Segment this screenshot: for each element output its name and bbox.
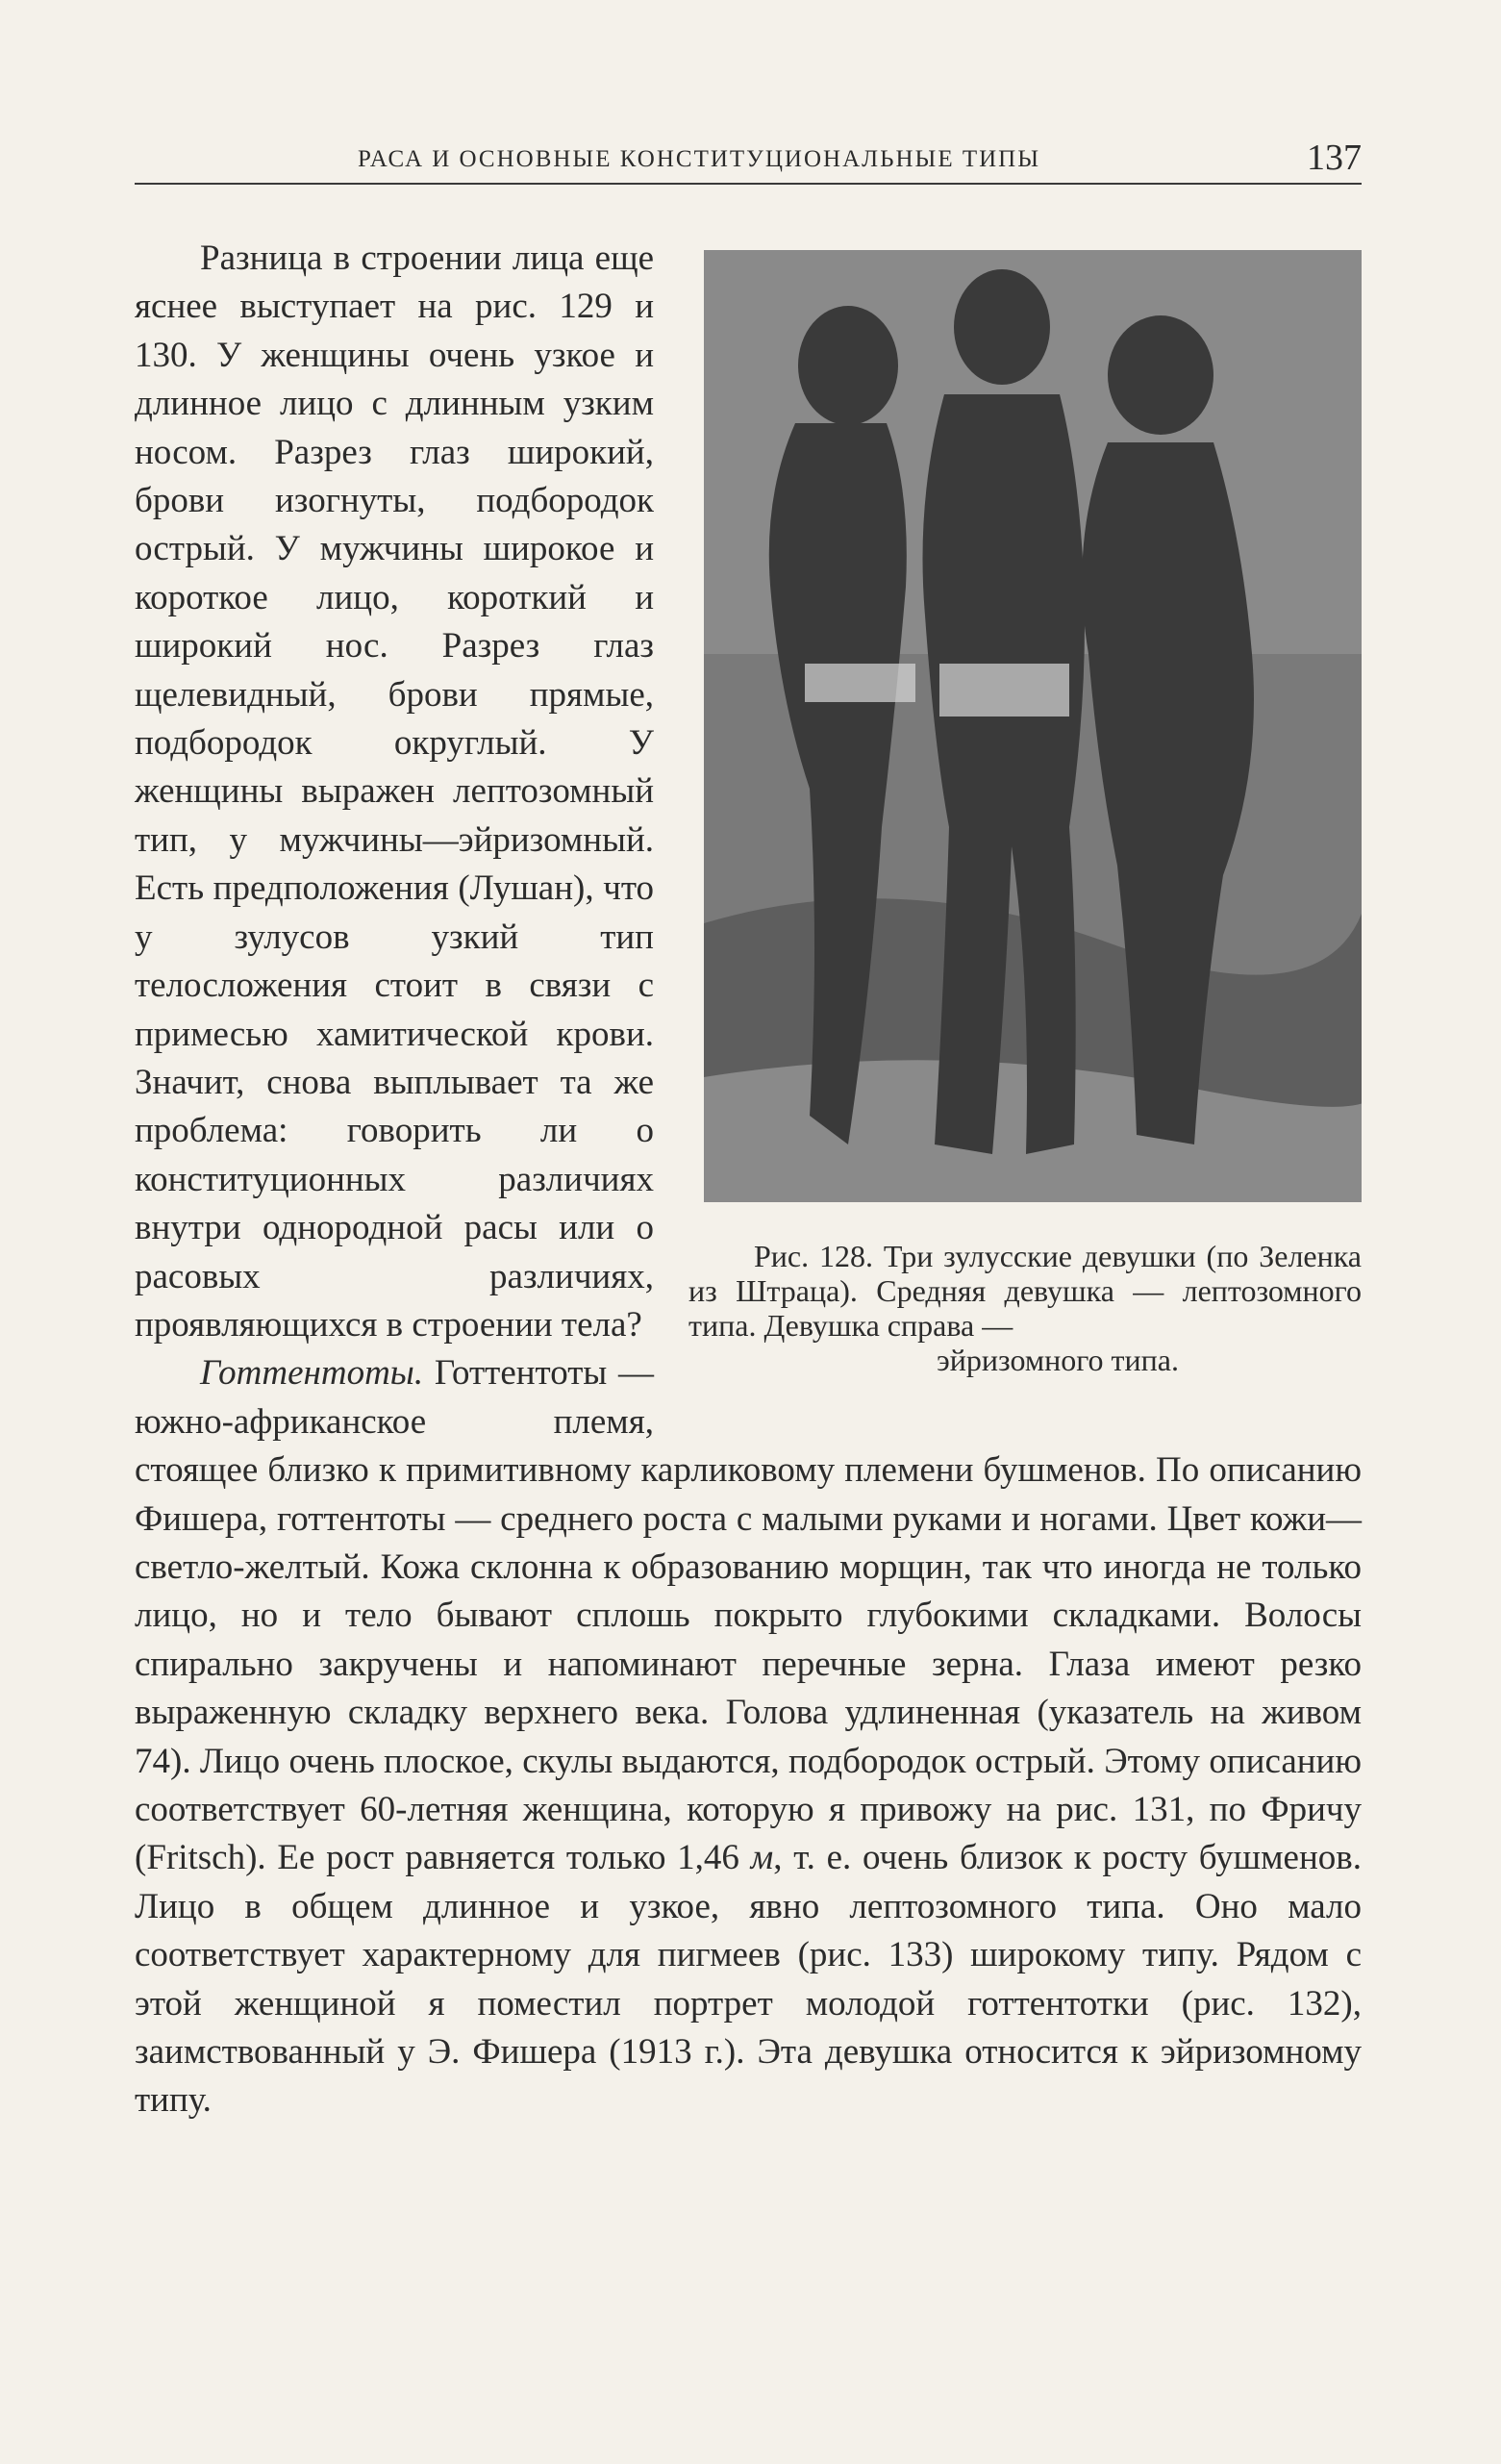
caption-last-line: эйризомного типа. — [937, 1343, 1179, 1377]
paragraph-1-text: Разница в строении лица еще яснее выступает на рис. 129 и 130. У женщины очень узкое и длинное лицо с длинным узким носом. Разрез глаз широкий, брови изогнуты, подбородок острый. У мужчины широкое и короткое лицо, короткий и широкий нос. Разрез глаз щелевидный, брови прямые, подбородок округлый. У женщины выражен лептозомный тип, у мужчины—эйризомный. Есть предположения (Лушан), что у зулусов узкий тип телосложения стоит в связи с примесью хамитической крови. Значит, снова выплывает та же проблема: говорить ли о конституционных различиях внутри однородной расы или о расовых различиях, проявляющихся в строении тела? — [135, 239, 654, 1345]
caption-main: Рис. 128. Три зулусские девушки (по Зеленка из Штраца). Средняя девушка — лептозомного типа. Девушка справа — — [688, 1239, 1362, 1343]
unit-meter: м — [750, 1838, 774, 1878]
running-title: РАСА И ОСНОВНЫЕ КОНСТИТУЦИОНАЛЬНЫЕ ТИПЫ — [358, 146, 1041, 172]
figure-128 — [688, 250, 1362, 1424]
figure-photo — [704, 250, 1362, 1202]
hottentots-heading: Готтентоты. — [200, 1353, 424, 1394]
figure-caption — [688, 1239, 1362, 1377]
page-number: 137 — [1307, 138, 1362, 178]
paragraph-2-body: Готтентоты — южно-африканское племя, стоящее близко к примитивному карликовому племени бушменов. По описанию Фишера, готтентоты — среднего роста с малыми руками и ногами. Цвет кожи—светло-желтый. Кожа склонна к образованию морщин, так что иногда не только лицо, но и тело бывают сплошь покрыто глубокими складками. Волосы спирально закручены и напоминают перечные зерна. Глаза имеют резко выраженную складку верхнего века. Голова удлиненная (указатель на живом 74). Лицо очень плоское, скулы выдаются, подбородок острый. Этому описанию соответствует 60-летняя женщина, которую я привожу на рис. 131, по Фричу (Fritsch). Ее рост равняется только 1,46 — [135, 1353, 1362, 1878]
paragraph-2 — [135, 1349, 1362, 2125]
paragraph-2-tail: , т. е. очень близок к росту бушменов. Лицо в общем длинное и узкое, явно лептозомного типа. Оно мало соответствует характерному для пигмеев (рис. 133) широкому типу. Рядом с этой женщиной я поместил портрет молодой готтентотки (рис. 132), заимствованный у Э. Фишера (1913 г.). Эта девушка относится к эйризомному типу. — [135, 1838, 1362, 2121]
body-text — [135, 235, 1362, 2125]
running-head — [135, 137, 1362, 185]
photo-illustration — [704, 250, 1362, 1202]
